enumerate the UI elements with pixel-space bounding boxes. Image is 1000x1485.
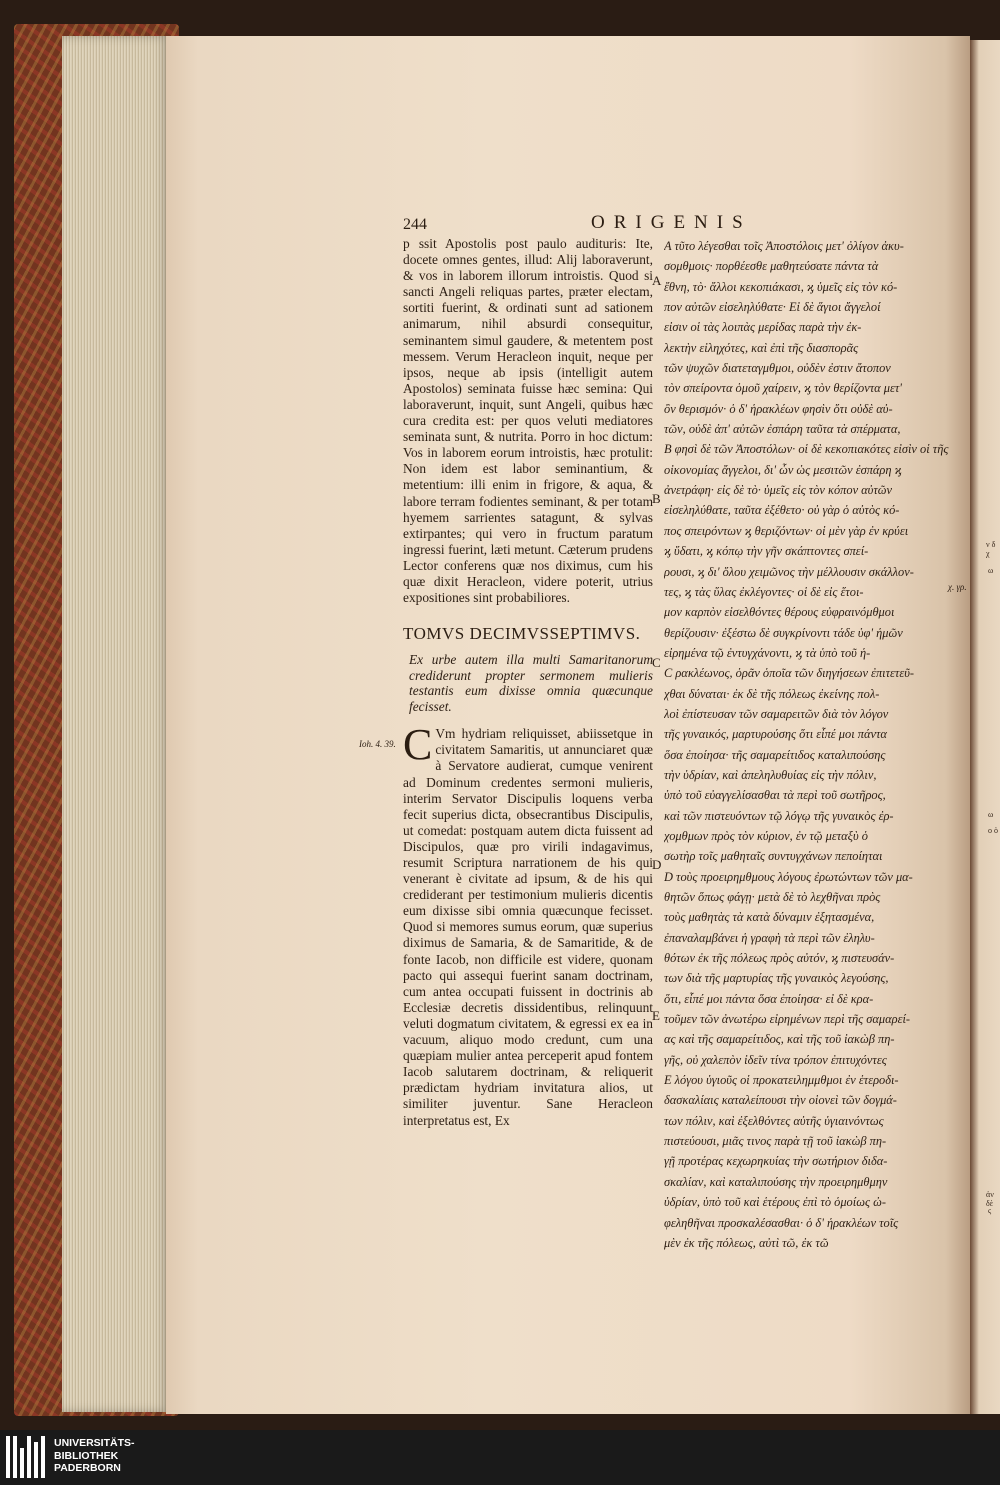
greek-line: ας καὶ τῆς σαμαρείτιδος, καὶ τῆς τοῦ ἰακὼβ πη-: [664, 1032, 895, 1047]
next-page-fragment: ω: [988, 810, 994, 819]
greek-line: των πόλιν, καὶ ἐξελθόντες αὐτῆς ὑγιαινόντως: [664, 1113, 884, 1128]
greek-line: γῆς, οὐ χαλεπὸν ἰδεῖν τίνα τρόπον ἐπιτυχόντες: [664, 1052, 887, 1067]
latin-column: [403, 236, 653, 1129]
greek-line: ὑπὸ τοῦ εὐαγγελίσασθαι τὰ περὶ τοῦ σωτῆρος,: [664, 788, 886, 803]
margin-letter-e: E: [652, 1008, 660, 1023]
latin-paragraph-1: p ssit Apostolis post paulo audituris: Ite, docete omnes gentes, illud: Alij laboraverunt, & vos in laborem illorum introistis. Quod si sancti Angeli reliquas partes, præter electam, sortiti fuerint, & ordinati sunt ad sationem animarum, nihil absurdi consequitur, seminantem simul gaudere, & metentem post messem. Verum Heracleon inquit, neque per ipsos, neque ab ipsis (intelligit autem Apostolos) seminata fuisse hæc semina: Qui laboraverunt, inquit, sunt Angeli, quibus hæc cura credita est: per quos veluti mediatores seminata sunt, & nutrita. Porro in hoc dictum: Vos in laborem eorum introistis, hæc protulit: Non idem est labor seminantium, & metentium: illi enim in frigore, & aqua, & labore terram fodientes seminant, & per totam hyemem sarrientes satagunt, & sylvas extirpantes; qui vero in fructum paratum ingressi fuerint, læti metunt. Cæterum prudens Lector conferens quæ nos diximus, cum his quæ dixit Heracleon, videre poterit, utrius expositiones sint probabiliores.: [403, 236, 653, 606]
greek-line: σομθμοις· πορθέεσθε μαθητεύσατε πάντα τὰ: [664, 259, 879, 274]
library-logo-icon: [6, 1436, 46, 1478]
greek-line: οἰκονομίας ἄγγελοι, δι' ὧν ὡς μεσιτῶν ἐσπάρη ϗ: [664, 462, 902, 477]
greek-line: γῇ προτέρας κεχωρηκυίας τὴν σωτήριον διδα-: [664, 1154, 888, 1169]
greek-line: D τοὺς προειρημθμους λόγους ἐρωτώντων τῶν μα-: [664, 869, 913, 884]
greek-line: λοὶ ἐπίστευσαν τῶν σαμαρειτῶν διὰ τὸν λόγον: [664, 706, 889, 721]
greek-column: [664, 236, 959, 1253]
greek-line: ὅτι, εἶπέ μοι πάντα ὅσα ἐποίησα· εἰ δὲ κρα-: [664, 991, 874, 1006]
page-number: 244: [403, 216, 427, 233]
next-page-fragment: ς: [988, 1206, 992, 1215]
next-page-edge: [970, 40, 1000, 1414]
greek-line: C ρακλέωνος, ὁρᾶν ὁποῖα τῶν διηγήσεων ἐπιτετεῦ-: [664, 666, 915, 681]
greek-line: μον καρπὸν εἰσελθόντες θέρους εὐφραινόμθμοι: [664, 605, 895, 620]
greek-line: τοῦμεν τῶν ἀνωτέρω εἰρημένων περὶ τῆς σαμαρεί-: [664, 1012, 911, 1027]
latin-paragraph-2-text: Vm hydriam reliquisset, abiissetque in civitatem Samaritis, ut annunciaret quæ à Servatore audierat, cumque venirent ad Dominum credentes sermoni mulieris, interim Servator Discipulis loquens verba fecit superius dicta, obsecrantibus Discipulis, ut comedat: postquam autem dicta fuissent ad Discipulos, quæ pro virili indagavimus, resumit Scriptura narrationem de his qui venerant è civitate ad ipsum, & de his qui crediderant per testimonium mulieris dicentis eum dixisse sibi omnia quæcunque fecisset. Quod si memores sumus eorum, quæ superius diximus de Samaria, & de Samaritide, & de fonte Iacob, non difficile est videre, quonam pacto qui assequi fuerint sanam doctrinam, cum antea occupati fuissent in doctrinis ab Ecclesiæ decretis dissidentibus, relinquunt veluti dogmatum civitatem, & egressi ex ea in vacuum, aliquo modo credunt, cum una quæpiam mulier antea perceperit apud fontem Iacob salutarem doctrinam, & reliquerit prædictam hydriam invitatura alios, ut similiter juventur. Sane Heracleon interpretatus est, Ex: [403, 726, 653, 1128]
library-name: [54, 1437, 135, 1475]
greek-line: θερίζουσιν· ἐξέστω δὲ συγκρίνοντι τάδε ὑφ' ἡμῶν: [664, 625, 903, 640]
greek-line: ρουσι, ϗ δι' ὅλου χειμῶνος τὴν μέλλουσιν σκάλλον-: [664, 564, 914, 579]
greek-line: πιστεύουσι, μιᾶς τινος παρὰ τῇ τοῦ ἰακὼβ πη-: [664, 1134, 887, 1149]
greek-line: Α τῦτο λέγεσθαι τοῖς Ἀποστόλοις μετ' ὀλίγον ἀκυ-: [664, 239, 904, 253]
margin-letter-a: A: [652, 273, 662, 288]
greek-line: καὶ τῶν πιστευόντων τῷ λόγῳ τῆς γυναικὸς ἐρ-: [664, 808, 894, 823]
greek-line: ἀνετράφη· εἰς δὲ τὸ· ὑμεῖς εἰς τὸν κόπον αὐτῶν: [664, 483, 893, 498]
lemma-reference: Ioh. 4. 39.: [359, 739, 396, 749]
margin-letter-d: D: [652, 857, 662, 872]
greek-line: εἰσιν οἱ τὰς λοιπὰς μερίδας παρὰ τὴν ἐκ-: [664, 320, 862, 335]
next-page-fragment: ἀν δὲ: [986, 1190, 994, 1208]
drop-cap: C: [403, 720, 433, 770]
library-name-line2: BIBLIOTHEK: [54, 1449, 119, 1462]
greek-line: τὸν σπείροντα ὁμοῦ χαίρειν, ϗ τὸν θερίζοντα μετ': [664, 381, 902, 396]
greek-line: δασκαλίαις καταλείπουσι τὴν οἱονεὶ τῶν δογμά-: [664, 1093, 897, 1108]
greek-line: τῶν, οὐδὲ ἀπ' αὐτῶν ἐσπάρη ταῦτα τὰ σπέρματα,: [664, 422, 901, 437]
page-header: [166, 212, 970, 236]
margin-letter-b: B: [652, 491, 661, 506]
greek-line: τὴν ὑδρίαν, καὶ ἀπεληλυθυίας εἰς τὴν πόλιν,: [664, 767, 877, 782]
book-page: [166, 36, 970, 1414]
greek-line: φεληθῆναι προσκαλέσασθαι· ὁ δ' ἡρακλέων τοῖς: [664, 1215, 899, 1230]
greek-line: ϗ ὕδατι, ϗ κόπῳ τὴν γῆν σκάπτοντες σπεί-: [664, 544, 869, 559]
greek-line: ὂν θερισμόν· ὁ δ' ἡρακλέων φησὶν ὅτι οὐδὲ αὐ-: [664, 401, 893, 416]
greek-line: των διὰ τῆς μαρτυρίας τῆς γυναικὸς λεγούσης,: [664, 971, 889, 986]
greek-line: σκαλίαν, καὶ καταλιπούσης τὴν προειρημθμην: [664, 1174, 888, 1189]
greek-line: ἔθνη, τὸ· ἄλλοι κεκοπιάκασι, ϗ ὑμεῖς εἰς τὸν κό-: [664, 279, 898, 294]
greek-line: εἰσεληλύθατε, ταῦτα ἐξέθετο· οὐ γὰρ ὁ αὐτὸς κό-: [664, 503, 900, 518]
library-name-line1: UNIVERSITÄTS-: [54, 1437, 135, 1449]
greek-line: τῶν ψυχῶν διατεταγμθμοι, οὐδὲν ἐστιν ἄτοπον: [664, 361, 891, 376]
next-page-fragment: ν δ χ: [986, 540, 996, 558]
greek-line: τοὺς μαθητὰς τὰ κατὰ δύναμιν ἐξητασμένα,: [664, 910, 875, 925]
greek-line: πος σπειρόντων ϗ θεριζόντων· οἱ μὲν γὰρ ἐν κρύει: [664, 523, 909, 538]
greek-line: θητῶν ὅπως φάγῃ· μετὰ δὲ τὸ λεχθῆναι πρὸς: [664, 890, 881, 904]
greek-line: τες, ϗ τὰς ὕλας ἐκλέγοντες· οἱ δὲ εἰς ἕτοι-: [664, 584, 864, 599]
greek-line: εἰρημένα τῷ ἐντυγχάνοντι, ϗ τὰ ὑπὸ τοῦ ἡ-: [664, 645, 871, 660]
greek-line: Β φησὶ δὲ τῶν Ἀποστόλων· οἱ δὲ κεκοπιακότες εἰσὶν οἱ τῆς: [664, 442, 949, 457]
running-head: ORIGENIS: [591, 212, 752, 233]
greek-line: τῆς γυναικός, μαρτυρούσης ὅτι εἶπέ μοι πάντα: [664, 727, 887, 742]
greek-line: σωτὴρ τοῖς μαθηταῖς συντυγχάνων πεποίηται: [664, 849, 883, 864]
greek-line: ἐπαναλαμβάνει ἡ γραφὴ τὰ περὶ τῶν ἐληλυ-: [664, 930, 875, 945]
greek-line: θότων ἐκ τῆς πόλεως πρὸς αὐτόν, ϗ πιστευσάν-: [664, 951, 895, 966]
library-footer: [0, 1430, 1000, 1485]
greek-line: πον αὐτῶν εἰσεληλύθατε· Εἰ δὲ ἅγιοι ἄγγελοί: [664, 300, 881, 315]
greek-line: Ε λόγου ὑγιοῦς οἱ προκατειλημμθμοι ἐν ἑτεροδι-: [664, 1073, 899, 1088]
next-page-fragment: ο ὁ: [988, 826, 998, 835]
margin-letter-c: C: [652, 655, 661, 670]
greek-line: ὑδρίαν, ὑπὸ τοῦ καὶ ἑτέρους ἐπὶ τὸ ὁμοίως ὠ-: [664, 1195, 886, 1210]
greek-line: χθαι δύναται· ἐκ δὲ τῆς πόλεως ἐκείνης πολ-: [664, 686, 880, 701]
greek-line: χομθμων πρὸς τὸν κύριον, ἐν τῷ μεταξὺ ὁ: [664, 828, 868, 843]
tome-title: TOMVS DECIMVSSEPTIMVS.: [403, 624, 641, 644]
library-name-line3: PADERBORN: [54, 1462, 121, 1474]
greek-line: μὲν ἐκ τῆς πόλεως, αὐτὶ τῶ, ἐκ τῶ: [664, 1235, 829, 1250]
greek-side-note: χ. γρ.: [948, 582, 967, 592]
greek-line: λεκτὴν εἰληχότες, καὶ ἐπὶ τῆς διασπορᾶς: [664, 340, 859, 355]
scripture-lemma: Ex urbe autem illa multi Samaritanorum crediderunt propter sermonem mulieris testantis eum dixisse omnia quæcunque fecisset.: [409, 652, 653, 714]
greek-line: ὅσα ἐποίησα· τῆς σαμαρείτιδος καταλιπούσης: [664, 747, 886, 762]
next-page-fragment: ω: [988, 566, 994, 575]
page-edges: [62, 36, 170, 1412]
latin-paragraph-2: [403, 720, 653, 1128]
